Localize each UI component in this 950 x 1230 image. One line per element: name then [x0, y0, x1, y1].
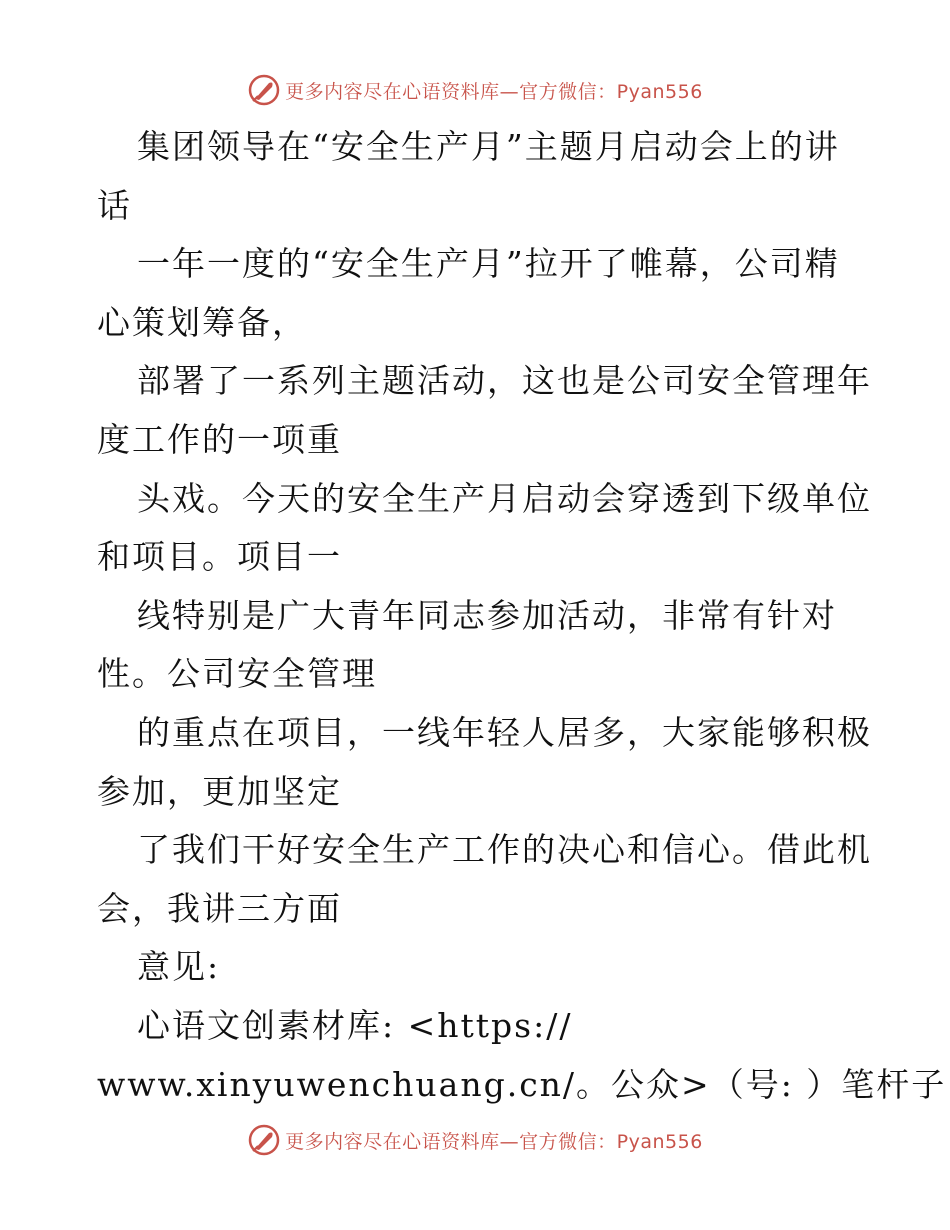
- paragraph-line: 了我们干好安全生产工作的决心和信心。借此机: [137, 830, 872, 870]
- paragraph-line: 性。公司安全管理: [97, 654, 377, 694]
- paragraph-line: 心策划筹备，: [97, 302, 307, 342]
- footer-watermark: [0, 1120, 950, 1160]
- paragraph-line: 一年一度的“安全生产月”拉开了帷幕，公司精: [137, 244, 840, 284]
- paragraph-line: 头戏。今天的安全生产月启动会穿透到下级单位: [137, 478, 872, 518]
- source-url-line: www.xinyuwenchuang.cn/。公众>（号: ）笔杆子: [97, 1064, 947, 1104]
- title-line-1: 集团领导在“安全生产月”主题月启动会上的讲: [137, 127, 840, 166]
- feather-pen-icon: [247, 73, 281, 107]
- title-line-2: 话: [97, 185, 132, 225]
- paragraph-line: 参加，更加坚定: [97, 771, 342, 811]
- source-line: 心语文创素材库: <https://: [137, 1005, 573, 1045]
- feather-pen-icon: [247, 1123, 281, 1157]
- paragraph-line: 的重点在项目，一线年轻人居多，大家能够积极: [137, 712, 872, 752]
- header-watermark-text: 更多内容尽在心语资料库—官方微信：Pyan556: [285, 80, 703, 103]
- document-body: [97, 118, 947, 1114]
- paragraph-line: 度工作的一项重: [97, 419, 342, 459]
- paragraph-line: 意见:: [137, 947, 221, 987]
- footer-watermark-text: 更多内容尽在心语资料库—官方微信：Pyan556: [285, 1130, 703, 1153]
- paragraph-line: 线特别是广大青年同志参加活动，非常有针对: [137, 595, 837, 635]
- paragraph-line: 部署了一系列主题活动，这也是公司安全管理年: [137, 361, 872, 401]
- paragraph-line: 和项目。项目一: [97, 537, 342, 577]
- paragraph-line: 会，我讲三方面: [97, 888, 342, 928]
- header-watermark: [0, 70, 950, 110]
